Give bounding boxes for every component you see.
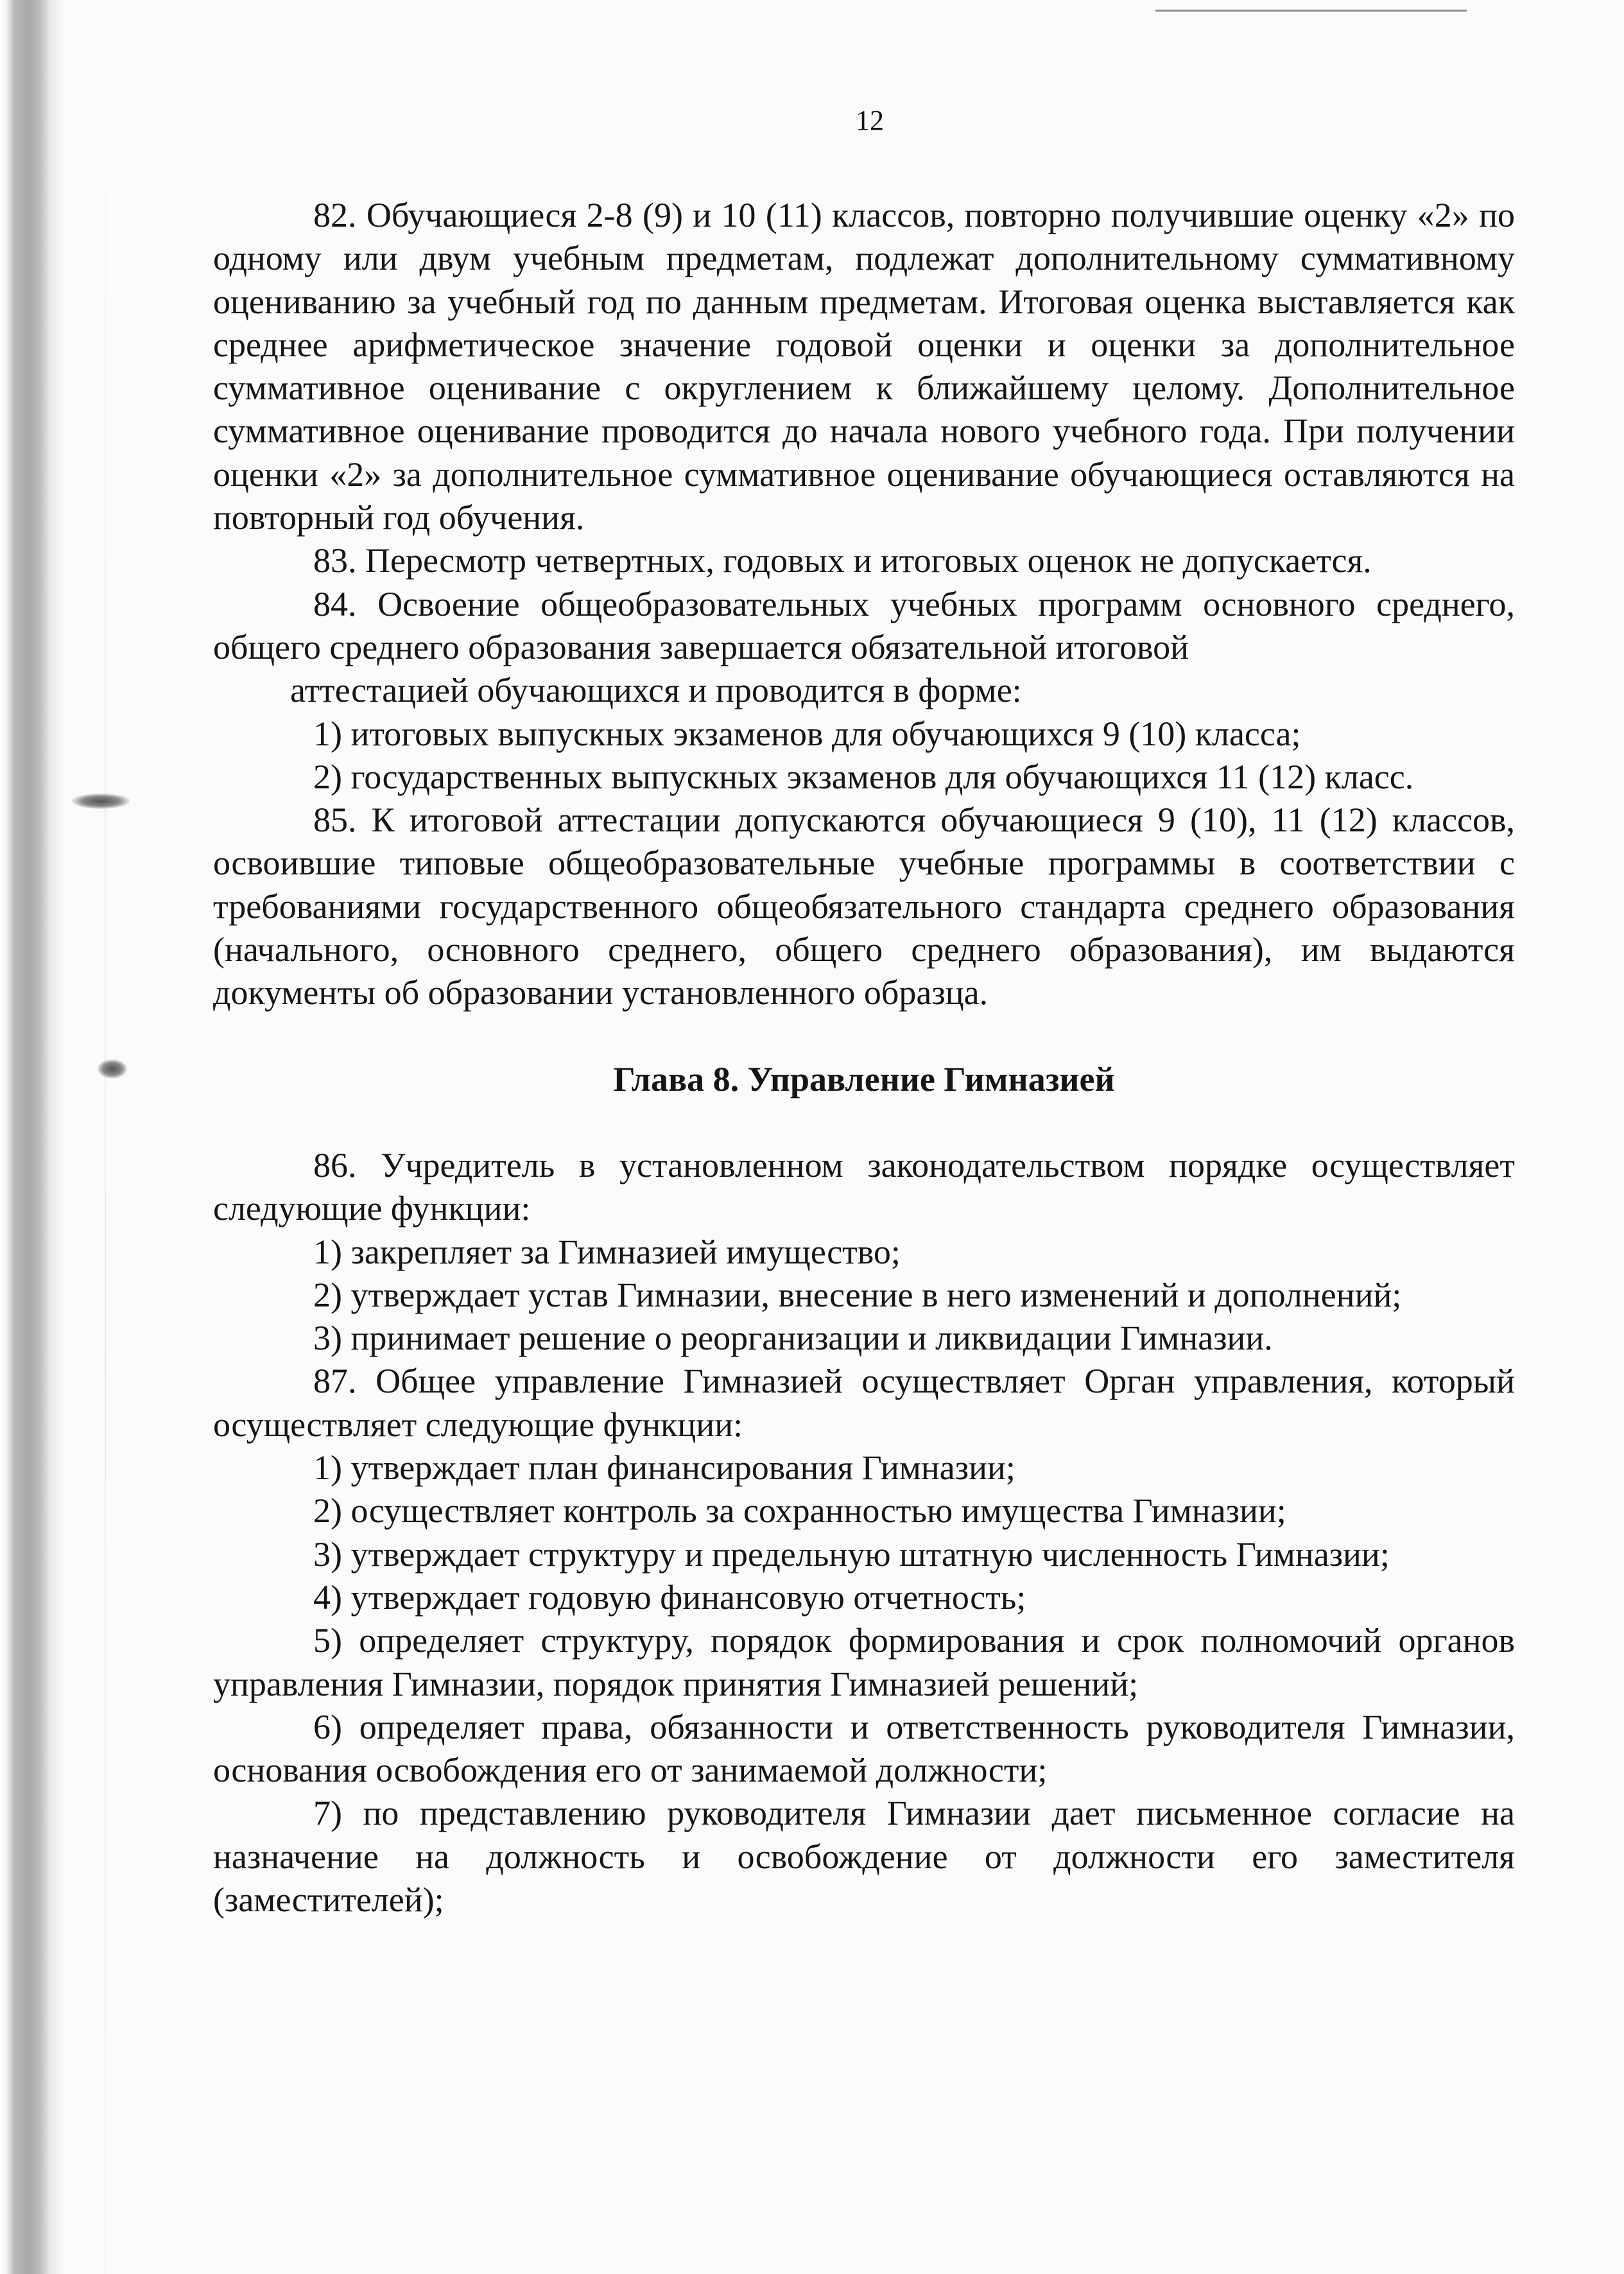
punch-hole-mark (98, 1059, 127, 1079)
chapter-heading: Глава 8. Управление Гимназией (613, 1059, 1115, 1098)
binding-shadow (0, 0, 64, 2274)
scan-edge-line (1155, 10, 1467, 12)
list-item-86-2: 2) утверждает устав Гимназии, внесение в него изменений и дополнений; (313, 1275, 1402, 1314)
page-fold-line (105, 0, 106, 2274)
list-item-84-2: 2) государственных выпускных экзаменов для обучающихся 11 (12) класс. (313, 757, 1414, 796)
list-item-86-1: 1) закрепляет за Гимназией имущество; (313, 1232, 901, 1271)
list-item-87-1: 1) утверждает план финансирования Гимназии; (313, 1448, 1015, 1488)
list-item-87-2: 2) осуществляет контроль за сохранностью имущества Гимназии; (313, 1491, 1286, 1531)
list-item-87-7: 7) по представлению руководителя Гимназии дает письменное согласие на назначение на должность и освобождение от должности его заместителя (заместителей); (213, 1794, 1515, 1919)
list-item-87-5: 5) определяет структуру, порядок формирования и срок полномочий органов управления Гимназии, порядок принятия Гимназией решений; (213, 1621, 1515, 1703)
page-number: 12 (856, 105, 884, 136)
list-item-84-1: 1) итоговых выпускных экзаменов для обучающихся 9 (10) класса; (313, 714, 1301, 753)
paragraph-84: 84. Освоение общеобразовательных учебных программ основного среднего, общего среднего образования завершается обязательной итоговой (213, 584, 1515, 666)
paragraph-86: 86. Учредитель в установленном законодательством порядке осуществляет следующие функции: (213, 1145, 1515, 1228)
punch-hole-mark (72, 794, 130, 809)
list-item-87-6: 6) определяет права, обязанности и ответственность руководителя Гимназии, основания освобождения его от занимаемой должности; (213, 1707, 1515, 1790)
list-item-86-3: 3) принимает решение о реорганизации и ликвидации Гимназии. (313, 1319, 1273, 1358)
paragraph-85: 85. К итоговой аттестации допускаются обучающиеся 9 (10), 11 (12) классов, освоившие типовые общеобразовательные учебные программы в соответствии с требованиями государственного общеобязательного стандарта среднего образования (начального, основного среднего, общего среднего образования), им выдаются документы об образовании установленного образца. (213, 801, 1515, 1012)
paragraph-83: 83. Пересмотр четвертных, годовых и итоговых оценок не допускается. (313, 541, 1372, 580)
list-item-87-3: 3) утверждает структуру и предельную штатную численность Гимназии; (313, 1534, 1390, 1574)
paragraph-84-continuation: аттестацией обучающихся и проводится в форме: (290, 671, 1022, 710)
paragraph-82: 82. Обучающиеся 2-8 (9) и 10 (11) классов, повторно получившие оценку «2» по одному или двум учебным предметам, подлежат дополнительному суммативному оцениванию за учебный год по данным предметам. Итоговая оценка выставляется как среднее арифметическое значение годовой оценки и оценки за дополнительное суммативное оценивание с округлением к ближайшему целому. Дополнительное суммативное оценивание проводится до начала нового учебного года. При получении оценки «2» за дополнительное суммативное оценивание обучающиеся оставляются на повторный год обучения. (213, 196, 1515, 537)
paragraph-87: 87. Общее управление Гимназией осуществляет Орган управления, который осуществляет следующие функции: (213, 1362, 1515, 1444)
document-body (213, 194, 1515, 1922)
list-item-87-4: 4) утверждает годовую финансовую отчетность; (313, 1577, 1026, 1617)
